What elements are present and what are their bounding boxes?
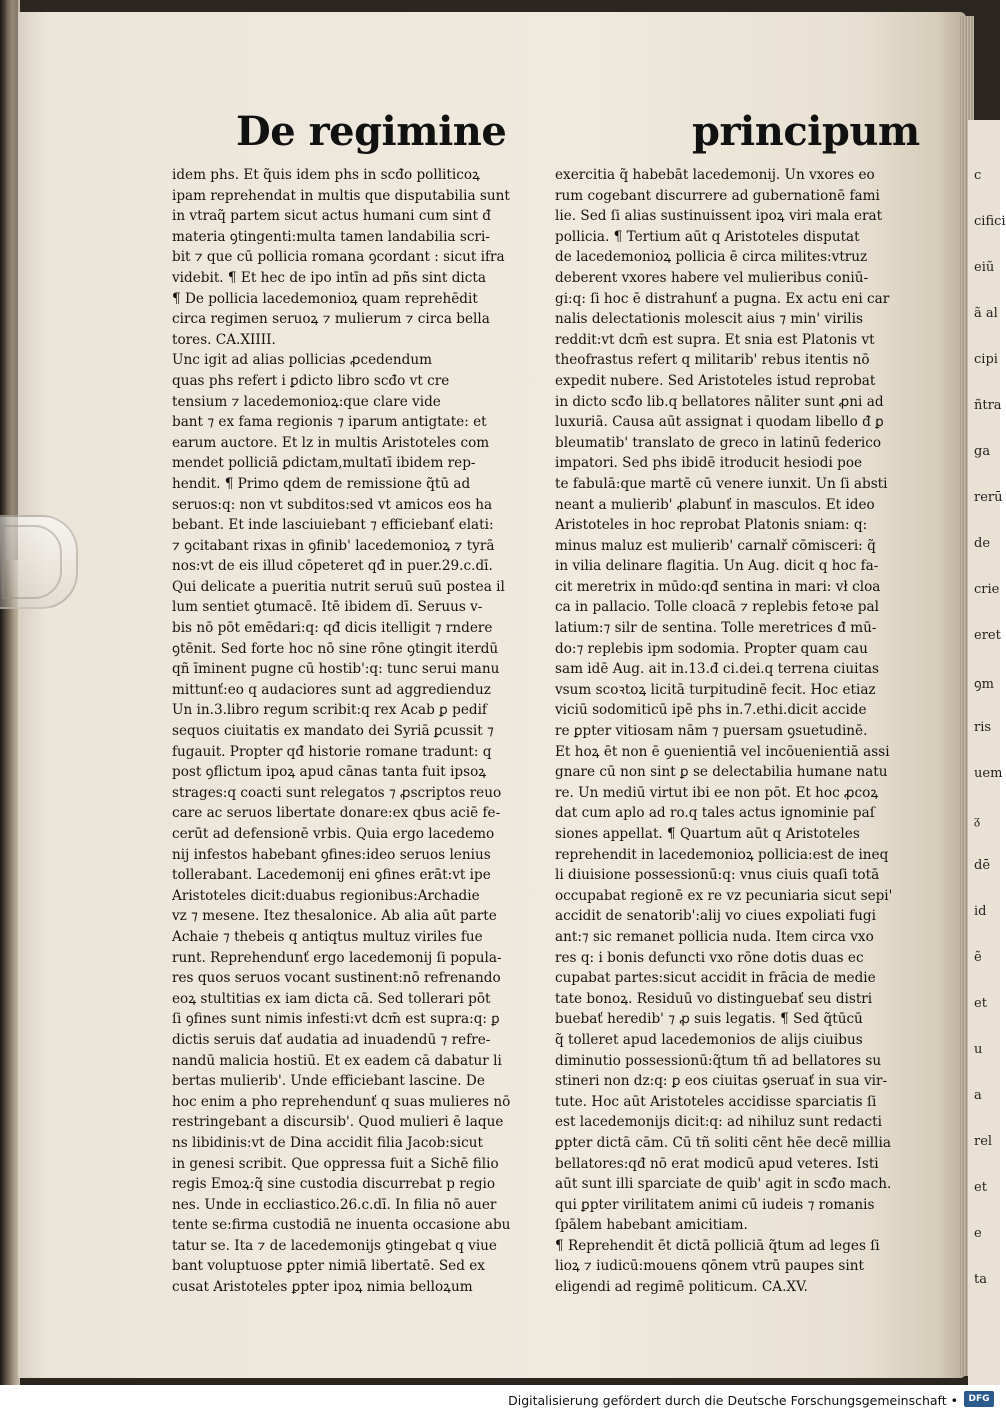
text-line: Aristoteles in hoc reprobat Platonis sniam: q:	[555, 517, 868, 534]
text-line: reddit:vt dcm̄ est supra. Et snia est Platonis vt	[555, 331, 875, 348]
text-line: reprehendit in lacedemonioꝝ pollicia:est de ineq	[555, 846, 889, 863]
next-page-fragment: ga	[974, 444, 991, 459]
text-line: lie. Sed ſi alias sustinuissent ipoꝝ viri mala erat	[555, 208, 883, 225]
text-line: tente se:firma custodiā ne inuenta occasione abu	[172, 1217, 511, 1234]
next-page-fragment: ã al	[974, 306, 998, 321]
text-line: res q: i bonis defuncti vxo rōne dotis duas ec	[555, 949, 864, 966]
text-line: Un in.3.libro regum scribit:q rex Acab ꝑ pedif	[172, 702, 487, 719]
text-line: luxuriā. Causa aūt assignat i quodam libello đ ꝑ	[555, 414, 884, 431]
page-holder-clip	[0, 515, 78, 609]
text-line: impatori. Sed phs ibidē itroducit hesiodi poe	[555, 455, 863, 472]
text-line: nij infestos habebant ꝯfines:ideo seruos lenius	[172, 846, 491, 863]
next-page-fragment: dē	[974, 858, 991, 873]
text-line: dictis seruis dať audatia ad inuadendū ⁊ refre-	[172, 1031, 491, 1048]
text-line: dat cum aplo ad ro.q tales actus ignominie paſ	[555, 805, 875, 822]
text-line: ſi ꝯfines sunt nimis infesti:vt dcm̄ est supra:q: ꝑ	[172, 1011, 500, 1028]
text-line: runt. Reprehendunť ergo lacedemonij ſi popula-	[172, 949, 502, 966]
text-line: restringebant a discursib'. Quod mulieri ē laque	[172, 1114, 504, 1131]
text-line: post ꝯflictum ipoꝝ apud cānas tanta fuit ipsoꝝ	[172, 764, 487, 781]
next-page-fragment: id	[974, 904, 987, 919]
dfg-logo: DFG	[964, 1391, 994, 1407]
next-page-fragment: eiũ	[974, 260, 995, 275]
text-line: tute. Hoc aūt Aristoteles accidisse sparciatis ſi	[555, 1093, 877, 1110]
text-line: sequos ciuitatis ex mandato dei Syriā ꝑcussit ⁊	[172, 723, 494, 740]
text-line: te fabulā:que martē cū venere iunxit. Un ſi absti	[555, 475, 888, 492]
next-page-fragment: ta	[974, 1272, 987, 1287]
next-page-fragment: a	[974, 1088, 982, 1103]
text-line: occupabat regionē ex re vz pecuniaria sicut sepi'	[555, 887, 893, 904]
text-line: buebať heredib' ⁊ ꝓ suis legatis. ¶ Sed q̃tūcū	[555, 1011, 863, 1028]
text-line: lioꝝ ⁊ iudicū:mouens qōnem vtrū paupes sint	[555, 1258, 864, 1275]
text-line: re. Un mediū virtut ibi ee non pōt. Et hoc ꝓcoꝝ	[555, 784, 879, 801]
next-page-strip	[968, 120, 1006, 1390]
text-line: diminutio possessionū:q̃tum tñ ad bellatores su	[555, 1052, 882, 1069]
text-line: mendet polliciā ꝑdictam,multatī ibidem rep-	[172, 455, 476, 472]
text-line: in genesi scribit. Que oppressa fuit a Sichē filio	[172, 1155, 499, 1172]
next-page-fragment: crie	[974, 582, 1000, 597]
text-line: nes. Unde in eccliastico.26.c.dī. In filia nō auer	[172, 1196, 497, 1213]
text-line: in dicto scđo lib.q bellatores nāliter sunt ꝓni ad	[555, 393, 884, 410]
text-line: hendit. ¶ Primo qdem de remissione q̃tū ad	[172, 475, 471, 492]
text-line: eligendi ad regimē politicum. CA.XV.	[555, 1279, 808, 1296]
text-line: lum sentiet ꝯtumacē. Itē ibidem dī. Seruus v-	[172, 599, 483, 616]
text-line: eoꝝ stultitias ex iam dicta cā. Sed tollerari pōt	[172, 990, 491, 1007]
text-line: in vilia delinare flagitia. Un Aug. dicit q hoc fa-	[555, 558, 879, 575]
text-line: cupabat partes:sicut accidit in frācia de medie	[555, 970, 876, 987]
text-line: sam idē Aug. ait in.13.đ ci.dei.q terrena ciuitas	[555, 661, 879, 678]
text-line: est lacedemonijs dicit:q: ad nihiluz sunt redacti	[555, 1114, 882, 1131]
clip-inner-ring	[2, 525, 62, 599]
text-line: mittunť:eo q audaciores sunt ad aggredienduz	[172, 681, 491, 698]
text-line: pollicia. ¶ Tertium aūt q Aristoteles disputat	[555, 228, 860, 245]
text-line: ꝑpter dictā cām. Cū tñ soliti cēnt hēe decē millia	[555, 1134, 891, 1151]
text-line: tollerabant. Lacedemonij eni ꝯfines erāt:vt ipe	[172, 867, 491, 884]
text-line: Unc igit ad alias pollicias ꝓcedendum	[172, 352, 432, 369]
text-line: rum cogebant discurrere ad gubernationē fami	[555, 187, 880, 204]
footer-credit: Digitalisierung gefördert durch die Deutsche Forschungsgemeinschaft •	[508, 1393, 958, 1408]
text-line: earum auctore. Et lz in multis Aristoteles com	[172, 434, 490, 451]
text-line: bellatores:qđ nō erat modicū apud veteres. Isti	[555, 1155, 879, 1172]
text-line: gnare cū non sint ꝑ se delectabilia humane natu	[555, 764, 888, 781]
text-line: tate bonoꝝ. Residuū vo distinguebať seu distri	[555, 990, 873, 1007]
text-line: qui ꝑpter virilitatem animi cū iudeis ⁊ romanis	[555, 1196, 875, 1213]
text-line: qñ īminent pugne cū hostib':q: tunc serui manu	[172, 661, 500, 678]
text-line: Achaie ⁊ thebeis q antiqtus multuz viriles fue	[172, 928, 483, 945]
text-line: tensium ⁊ lacedemonioꝝ:que clare vide	[172, 393, 441, 410]
text-line: bant voluptuose ꝑpter nimiā libertatē. Sed ex	[172, 1258, 485, 1275]
next-page-fragment: ᵹ	[974, 813, 981, 828]
running-head-left: De regimine	[236, 108, 507, 155]
text-line: bant ⁊ ex fama regionis ⁊ iparum antigtate: et	[172, 414, 487, 431]
text-line: expedit nubere. Sed Aristoteles istud reprobat	[555, 372, 876, 389]
text-line: gi:q: ſi hoc ē distrahunť a pugna. Ex actu eni car	[555, 290, 890, 307]
next-page-fragment: rel	[974, 1134, 993, 1149]
text-line: Et hoꝝ ēt non ē ꝯuenientiā vel incōuenientiā assi	[555, 743, 890, 760]
bookmark-ribbon	[6, 0, 18, 560]
text-line: q̃ tolleret apud lacedemonios de alijs ciuibus	[555, 1031, 863, 1048]
next-page-fragment: rerū	[974, 490, 1003, 505]
text-line: nos:vt de eis illud cōpeteret qđ in puer.29.c.dī.	[172, 558, 493, 575]
text-line: neant a mulierib' ꝓlabunť in masculos. Et ideo	[555, 496, 875, 513]
text-line: seruos:q: non vt subditos:sed vt amicos eos ha	[172, 496, 493, 513]
text-column-right	[555, 165, 910, 1298]
text-line: minus maluz est mulierib' carnalř cōmisceri: q̃	[555, 537, 876, 554]
text-line: do:⁊ replebis ipm sodomia. Propter quam cau	[555, 640, 868, 657]
text-line: ¶ De pollicia lacedemonioꝝ quam reprehēdit	[172, 290, 478, 307]
text-line: cerūt ad defensionē vrbis. Quia ergo lacedemo	[172, 826, 495, 842]
text-line: nandū malicia hostiū. Et ex eadem cā dabatur li	[172, 1052, 502, 1069]
next-page-fragment: ris	[974, 720, 992, 735]
text-line: materia ꝯtingenti:multa tamen landabilia scri-	[172, 228, 490, 245]
text-line: accidit de senatorib':alij vo ciues expoliati fugi	[555, 908, 876, 925]
footer-bar	[0, 1385, 1000, 1415]
text-line: latium:⁊ silr de sentina. Tolle meretrices đ mū-	[555, 620, 877, 637]
text-line: hoc enim a pho reprehendunť q suas mulieres nō	[172, 1093, 511, 1110]
text-line: videbit. ¶ Et hec de ipo intīn ad pñs sint dicta	[172, 269, 486, 286]
text-line: ⁊ ꝯcitabant rixas in ꝯfinib' lacedemonioꝝ ⁊ tyrā	[172, 537, 495, 554]
text-line: care ac seruos libertate donare:ex qbus aciē fe-	[172, 805, 501, 822]
running-head-right: principum	[692, 108, 920, 155]
text-line: bit ⁊ que cū pollicia romana ꝯcordant : sicut ifra	[172, 249, 505, 266]
text-line: bleumatib' translato de greco in latinū federico	[555, 434, 882, 451]
text-line: aūt sunt illi sparciate de quib' agit in scđo mach.	[555, 1176, 892, 1193]
text-line: ſpālem habebant amicitiam.	[555, 1217, 748, 1234]
next-page-fragment: cipi	[974, 352, 998, 367]
text-line: vsum scoꝛtoꝝ licitā turpitudinē fecit. Hoc etiaz	[555, 681, 876, 698]
next-page-fragment: eret	[974, 628, 1001, 643]
next-page-fragment: e	[974, 1226, 982, 1241]
text-line: strages:q coacti sunt relegatos ⁊ ꝓscriptos reuo	[172, 784, 502, 801]
text-line: regis Emoꝝ:q̃ sine custodia discurrebat p regio	[172, 1176, 496, 1193]
text-line: res quos seruos vocant sustinent:nō refrenando	[172, 970, 501, 987]
text-line: ¶ Reprehendit ēt dictā polliciā q̃tum ad leges ſi	[555, 1237, 880, 1254]
text-line: cusat Aristoteles ꝑpter ipoꝝ nimia belloꝝum	[172, 1279, 473, 1296]
text-line: idem phs. Et q̃uis idem phs in scđo polliticoꝝ	[172, 167, 480, 183]
text-line: exercitia q̃ habebāt lacedemonij. Un vxores eo	[555, 167, 875, 183]
text-line: ꝯtēnit. Sed forte hoc nō sine rōne ꝯtingit iterdū	[172, 640, 499, 657]
text-line: re ꝑpter vitiosam nām ⁊ puersam ꝯsuetudinē.	[555, 723, 868, 740]
text-line: siones appellat. ¶ Quartum aūt q Aristoteles	[555, 826, 860, 842]
next-page-fragment: u	[974, 1042, 983, 1057]
text-line: bebant. Et inde lasciuiebant ⁊ efficiebanť elati:	[172, 517, 494, 534]
next-page-fragment: ẽ	[974, 950, 982, 965]
next-page-fragment: uem	[974, 766, 1003, 781]
text-line: Aristoteles dicit:duabus regionibus:Archadie	[172, 887, 480, 904]
text-line: in vtraq̃ partem sicut actus humani cum sint đ	[172, 208, 491, 225]
text-line: ant:⁊ sic remanet pollicia nuda. Item circa vxo	[555, 928, 874, 945]
text-line: Qui delicate a pueritia nutrit seruū suū postea il	[172, 578, 505, 595]
text-line: ns libidinis:vt de Dina accidit filia Jacob:sicut	[172, 1134, 483, 1151]
next-page-fragment: et	[974, 996, 987, 1011]
text-line: circa regimen seruoꝝ ⁊ mulierum ⁊ circa bella	[172, 311, 490, 328]
text-line: ipam reprehendat in multis que disputabilia sunt	[172, 187, 510, 204]
text-line: bertas mulierib'. Unde efficiebant lascine. De	[172, 1073, 485, 1090]
text-line: cit meretrix in mūdo:qđ sentina in mari: vł cloa	[555, 578, 881, 595]
text-line: vz ⁊ mesene. Itez thesalonice. Ab alia aūt parte	[172, 908, 497, 925]
text-line: nalis delectationis molescit aius ⁊ min' virilis	[555, 311, 863, 328]
text-line: fugauit. Propter qđ historie romane tradunt: q	[172, 743, 492, 760]
next-page-fragment: ñtra	[974, 398, 1002, 413]
text-column-left	[172, 165, 542, 1298]
text-line: tatur se. Ita ⁊ de lacedemonijs ꝯtingebat q viue	[172, 1237, 497, 1254]
text-line: tores. CA.XIIII.	[172, 331, 276, 348]
text-line: theofrastus refert q militarib' rebus itentis nō	[555, 352, 870, 369]
text-line: viciū sodomiticū ipē phs in.7.ethi.dicit accide	[555, 702, 867, 719]
next-page-fragment: cifici	[974, 214, 1006, 229]
text-line: ca in pallacio. Tolle cloacā ⁊ replebis fetoꝛe pal	[555, 599, 879, 616]
next-page-fragment: de	[974, 536, 991, 551]
text-line: bis nō pōt emēdari:q: qđ dicis itelligit ⁊ rndere	[172, 620, 493, 637]
next-page-fragment: et	[974, 1180, 987, 1195]
text-line: stineri non dz:q: ꝑ eos ciuitas ꝯseruať in sua vir-	[555, 1073, 888, 1090]
text-line: quas phs refert i ꝑdicto libro scđo vt cre	[172, 372, 450, 389]
next-page-fragment: ꝯm	[974, 677, 994, 692]
text-line: deberent vxores habere vel mulieribus coniū-	[555, 269, 869, 286]
text-line: li diuisione possessionū:q: vnus ciuis quaſi totā	[555, 867, 880, 884]
next-page-fragment: c	[974, 168, 982, 183]
text-line: de lacedemonioꝝ pollicia ē circa milites:vtruz	[555, 249, 868, 266]
